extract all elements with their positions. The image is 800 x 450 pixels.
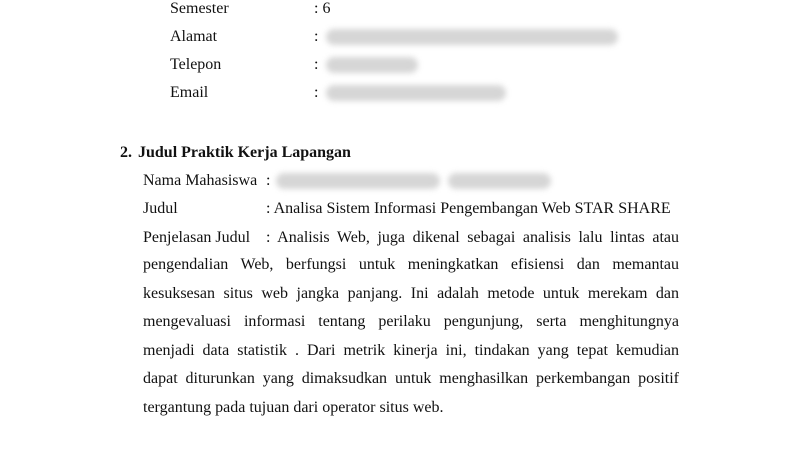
telepon-label: Telepon xyxy=(170,56,222,73)
email-label: Email xyxy=(170,84,209,101)
judul-value: : Analisa Sistem Informasi Pengembangan Web STAR SHARE xyxy=(266,200,671,217)
penjelasan-line: dapat diturunkan yang dimaksudkan untuk menghasilkan perkembangan positif xyxy=(143,370,679,388)
penjelasan-line: pengendalian Web, berfungsi untuk meningkatkan efisiensi dan memantau xyxy=(143,256,679,273)
penjelasan-line: tergantung pada tujuan dari operator situs web. xyxy=(143,398,444,416)
redacted-student-name xyxy=(276,173,440,189)
redacted-email xyxy=(326,85,506,101)
semester-value: : 6 xyxy=(314,0,331,17)
penjelasan-line: kesuksesan situs web jangka panjang. Ini adalah metode untuk merekam dan xyxy=(143,284,679,302)
redacted-student-id xyxy=(448,173,551,189)
penjelasan-line: mengevaluasi informasi tentang perilaku pengunjung, serta menghitungnya xyxy=(143,313,679,331)
nama-label: Nama Mahasiswa xyxy=(143,172,258,189)
email-colon: : xyxy=(314,84,319,101)
nama-colon: : xyxy=(266,172,271,189)
penjelasan-line: : Analisis Web, juga dikenal sebagai analisis lalu lintas atau xyxy=(266,229,679,246)
redacted-phone xyxy=(326,57,418,73)
section-title: Judul Praktik Kerja Lapangan xyxy=(138,144,351,161)
alamat-colon: : xyxy=(314,28,319,45)
semester-label: Semester xyxy=(170,0,229,17)
judul-label: Judul xyxy=(143,200,178,217)
penjelasan-paragraph xyxy=(143,251,679,423)
penjelasan-line: menjadi data statistik . Dari metrik kinerja ini, tindakan yang tepat kemudian xyxy=(143,341,679,359)
redacted-address xyxy=(326,29,618,45)
penjelasan-first-line xyxy=(266,230,679,246)
telepon-colon: : xyxy=(314,56,319,73)
section-number: 2. xyxy=(120,144,132,161)
penjelasan-label: Penjelasan Judul xyxy=(143,229,251,246)
alamat-label: Alamat xyxy=(170,28,218,45)
